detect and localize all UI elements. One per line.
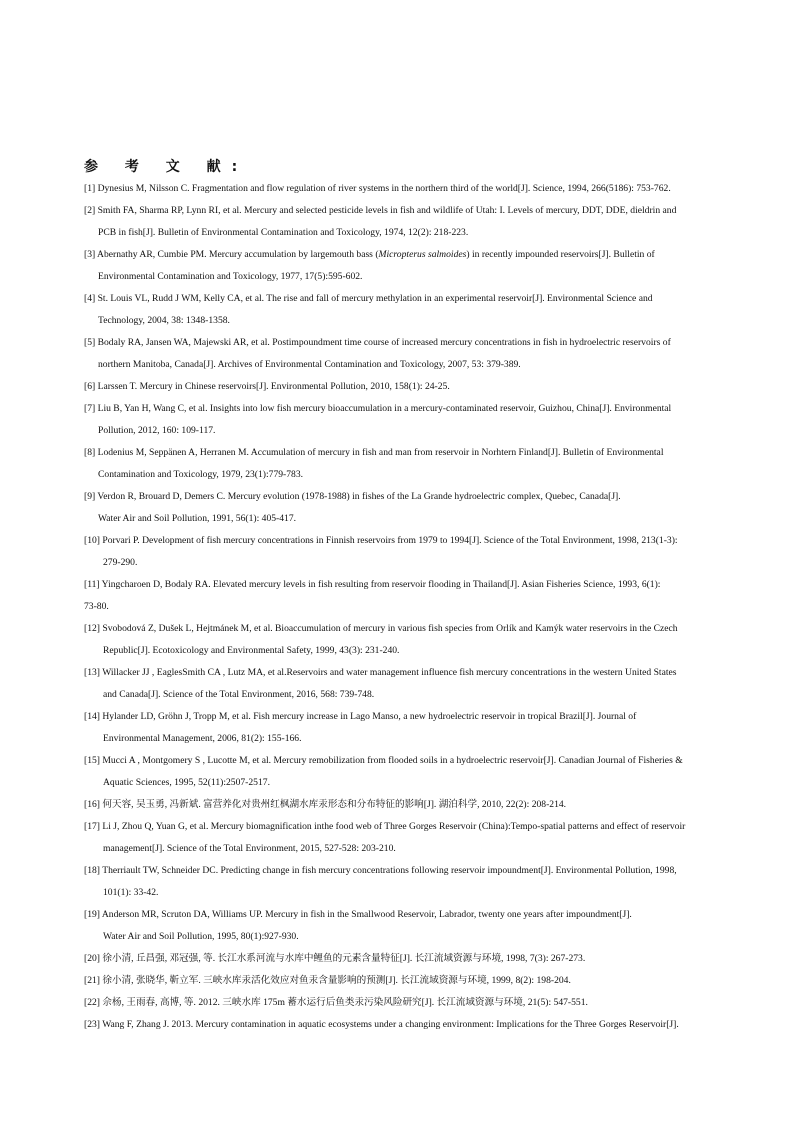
reference-line: Water Air and Soil Pollution, 1995, 80(1):927-930. <box>103 931 299 942</box>
reference-line: [6] Larssen T. Mercury in Chinese reservoirs[J]. Environmental Pollution, 2010, 158(1): 24-25. <box>84 381 450 392</box>
reference-line: [18] Therriault TW, Schneider DC. Predicting change in fish mercury concentrations following reservoir impoundment[J]. Environmental Pollution, 1998, <box>84 865 677 876</box>
reference-item-9 <box>84 486 720 530</box>
reference-line: [13] Willacker JJ , EaglesSmith CA , Lutz MA, et al.Reservoirs and water management influence fish mercury concentrations in the western United States <box>84 667 677 678</box>
reference-item-1 <box>84 178 720 200</box>
reference-line: Aquatic Sciences, 1995, 52(11):2507-2517. <box>103 777 270 788</box>
reference-line: Technology, 2004, 38: 1348-1358. <box>98 315 230 326</box>
reference-item-5 <box>84 332 720 376</box>
references-heading: 参 考 文 献: <box>84 159 249 175</box>
reference-line: management[J]. Science of the Total Environment, 2015, 527-528: 203-210. <box>103 843 396 854</box>
reference-line: [23] Wang F, Zhang J. 2013. Mercury contamination in aquatic ecosystems under a changing environment: Implications for the Three Gorges Reservoir[J]. <box>84 1019 679 1030</box>
reference-line: [2] Smith FA, Sharma RP, Lynn RI, et al. Mercury and selected pesticide levels in fish and wildlife of Utah: I. Levels of mercury, DDT, DDE, dieldrin and <box>84 205 677 216</box>
reference-line: [17] Li J, Zhou Q, Yuan G, et al. Mercury biomagnification inthe food web of Three Gorges Reservoir (China):Tempo-spatial patterns and effect of reservoir <box>84 821 686 832</box>
reference-line: [4] St. Louis VL, Rudd J WM, Kelly CA, et al. The rise and fall of mercury methylation in an experimental reservoir[J]. Environmental Science and <box>84 293 653 304</box>
reference-item-19 <box>84 904 720 948</box>
reference-line: [21] 徐小清, 张晓华, 靳立军. 三峡水库汞活化效应对鱼汞含量影响的预测[J]. 长江流域资源与环境, 1999, 8(2): 198-204. <box>84 975 571 986</box>
reference-line: [5] Bodaly RA, Jansen WA, Majewski AR, et al. Postimpoundment time course of increased mercury concentrations in fish in hydroelectric reservoirs of <box>84 337 671 348</box>
reference-item-8 <box>84 442 720 486</box>
reference-line: [7] Liu B, Yan H, Wang C, et al. Insights into low fish mercury bioaccumulation in a mercury-contaminated reservoir, Guizhou, China[J]. Environmental <box>84 403 672 414</box>
reference-line: [8] Lodenius M, Seppänen A, Herranen M. Accumulation of mercury in fish and man from reservoir in Norhtern Finland[J]. Bulletin of Environmental <box>84 447 664 458</box>
reference-line: PCB in fish[J]. Bulletin of Environmental Contamination and Toxicology, 1974, 12(2): 218-223. <box>98 227 469 238</box>
reference-item-18 <box>84 860 720 904</box>
reference-line: [19] Anderson MR, Scruton DA, Williams UP. Mercury in fish in the Smallwood Reservoir, Labrador, twenty one years after impoundment[J]. <box>84 909 632 920</box>
reference-item-11 <box>84 574 720 618</box>
reference-line: [15] Mucci A , Montgomery S , Lucotte M, et al. Mercury remobilization from flooded soils in a hydroelectric reservoir[J]. Canadian Journal of Fisheries & <box>84 755 683 766</box>
reference-line: [16] 何天容, 吴玉勇, 冯新斌. 富营养化对贵州红枫湖水库汞形态和分布特征的影响[J]. 湖泊科学, 2010, 22(2): 208-214. <box>84 799 567 810</box>
reference-item-15 <box>84 750 720 794</box>
reference-item-14 <box>84 706 720 750</box>
reference-item-20 <box>84 948 720 970</box>
reference-line: Republic[J]. Ecotoxicology and Environmental Safety, 1999, 43(3): 231-240. <box>103 645 400 656</box>
reference-line: 101(1): 33-42. <box>103 887 159 898</box>
reference-item-7 <box>84 398 720 442</box>
reference-item-13 <box>84 662 720 706</box>
reference-item-3 <box>84 244 720 288</box>
reference-item-12 <box>84 618 720 662</box>
reference-line: [3] Abernathy AR, Cumbie PM. Mercury accumulation by largemouth bass (Micropterus salmoides) in recently impounded reservoirs[J]. Bulletin of <box>84 249 655 260</box>
reference-line: Environmental Contamination and Toxicology, 1977, 17(5):595-602. <box>98 271 363 282</box>
reference-line: 73-80. <box>84 601 109 612</box>
reference-item-6 <box>84 376 720 398</box>
reference-line: [10] Porvari P. Development of fish mercury concentrations in Finnish reservoirs from 1979 to 1994[J]. Science of the Total Environment, 1998, 213(1-3): <box>84 535 678 546</box>
reference-line: Pollution, 2012, 160: 109-117. <box>98 425 216 436</box>
reference-line: [11] Yingcharoen D, Bodaly RA. Elevated mercury levels in fish resulting from reservoir flooding in Thailand[J]. Asian Fisheries Science, 1993, 6(1): <box>84 579 661 590</box>
reference-item-23 <box>84 1014 720 1036</box>
reference-line: [22] 佘杨, 王雨春, 高博, 等. 2012. 三峡水库 175m 蓄水运行后鱼类汞污染风险研究[J]. 长江流域资源与环境, 21(5): 547-551. <box>84 997 588 1008</box>
reference-item-22 <box>84 992 720 1014</box>
reference-line: [20] 徐小清, 丘昌强, 邓冠强, 等. 长江水系河流与水库中鲤鱼的元素含量特征[J]. 长江流域资源与环境, 1998, 7(3): 267-273. <box>84 953 586 964</box>
reference-item-16 <box>84 794 720 816</box>
reference-item-21 <box>84 970 720 992</box>
reference-line: northern Manitoba, Canada[J]. Archives of Environmental Contamination and Toxicology, 2007, 53: 379-389. <box>98 359 521 370</box>
reference-item-17 <box>84 816 720 860</box>
reference-line: Environmental Management, 2006, 81(2): 155-166. <box>103 733 302 744</box>
reference-line: 279-290. <box>103 557 138 568</box>
reference-item-4 <box>84 288 720 332</box>
reference-line: [1] Dynesius M, Nilsson C. Fragmentation and flow regulation of river systems in the northern third of the world[J]. Science, 1994, 266(5186): 753-762. <box>84 183 671 194</box>
reference-line: [12] Svobodová Z, Dušek L, Hejtmánek M, et al. Bioaccumulation of mercury in various fish species from Orlík and Kamýk water reservoirs in the Czech <box>84 623 678 634</box>
reference-item-10 <box>84 530 720 574</box>
reference-line: and Canada[J]. Science of the Total Environment, 2016, 568: 739-748. <box>103 689 375 700</box>
reference-line: Water Air and Soil Pollution, 1991, 56(1): 405-417. <box>98 513 297 524</box>
reference-line: [14] Hylander LD, Gröhn J, Tropp M, et al. Fish mercury increase in Lago Manso, a new hydroelectric reservoir in tropical Brazil[J]. Journal of <box>84 711 637 722</box>
reference-item-2 <box>84 200 720 244</box>
reference-list <box>84 178 720 1036</box>
reference-line: [9] Verdon R, Brouard D, Demers C. Mercury evolution (1978-1988) in fishes of the La Grande hydroelectric complex, Quebec, Canada[J]. <box>84 491 621 502</box>
reference-line: Contamination and Toxicology, 1979, 23(1):779-783. <box>98 469 304 480</box>
